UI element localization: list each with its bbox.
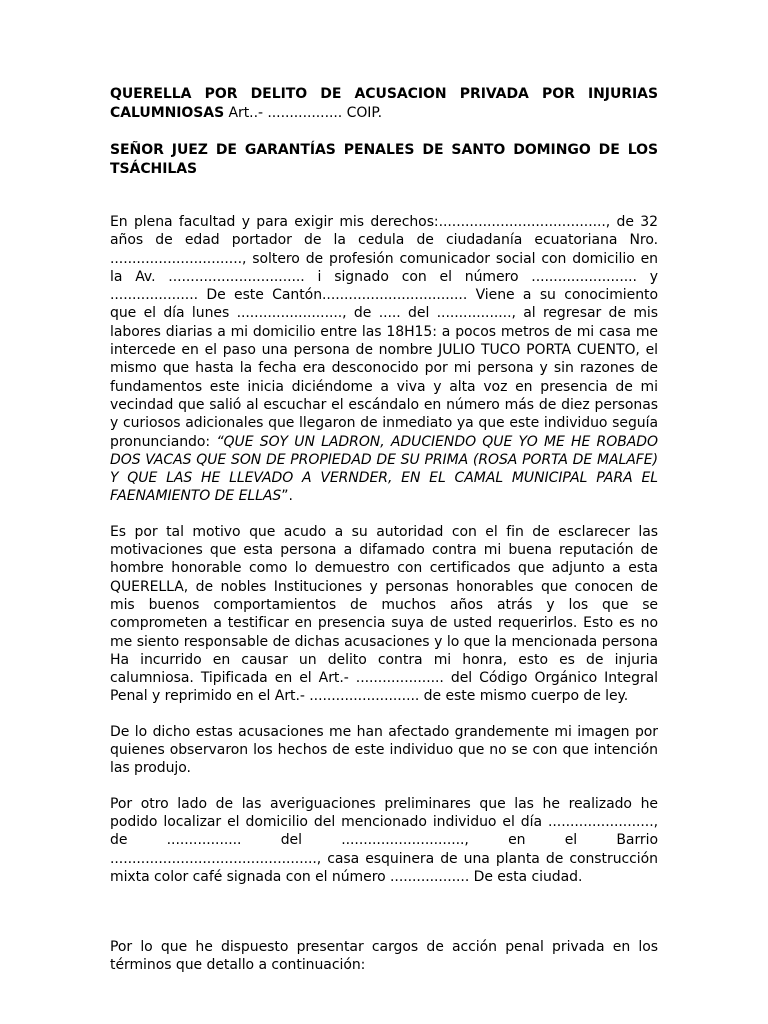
document-title bbox=[110, 85, 658, 123]
paragraph-facts-text: En plena facultad y para exigir mis derechos:......................................, de 32 años de edad portador de la cedula de ciudadanía ecuatoriana Nro. .............................., soltero de profesión comunicador social con domicilio en la Av. ............................... i signado con el número ........................ y .................... De este Cantón................................. Viene a su conocimiento que el día lunes ........................, de ..... del ................., al regresar de mis labores diarias a mi domicilio entre las 18H15: a pocos metros de mi casa me intercede en el paso una persona de nombre JULIO TUCO PORTA CUENTO, el mismo que hasta la fecha era desconocido por mi persona y sin razones de fundamentos este inicia diciéndome a viva y alta voz en presencia de mi vecindad que salió al escuchar el escándalo en número más de diez personas y curiosos adicionales que llegaron de inmediato ya que este individuo seguía pronunciando: bbox=[110, 214, 658, 450]
document-title-bold: QUERELLA POR DELITO DE ACUSACION PRIVADA POR INJURIAS CALUMNIOSAS bbox=[110, 86, 658, 121]
quoted-accusation: “QUE SOY UN LADRON, ADUCIENDO QUE YO ME HE ROBADO DOS VACAS QUE SON DE PROPIEDAD DE SU PRIMA (ROSA PORTA DE MALAFE) Y QUE LAS HE LLEVADO A VERNDER, EN EL CAMAL MUNICIPAL PARA EL FAENAMIENTO DE ELLAS bbox=[110, 433, 658, 505]
paragraph-investigation: Por otro lado de las averiguaciones preliminares que las he realizado he podido localizar el domicilio del mencionado individuo el día ........................, de ................. del ............................, en el Barrio ..............................................., casa esquinera de una planta de construcción mixta color café signada con el número .................. De esta ciudad. bbox=[110, 795, 658, 885]
document-title-article: Art..- ................. COIP. bbox=[224, 105, 382, 121]
paragraph-charges bbox=[110, 938, 658, 975]
paragraph-motive: Es por tal motivo que acudo a su autoridad con el fin de esclarecer las motivaciones que esta persona a difamado contra mi buena reputación de hombre honorable como lo demuestro con certificados que adjunto a esta QUERELLA, de nobles Instituciones y personas honorables que conocen de mis buenos comportamientos de muchos años atrás y los que se comprometen a testificar en presencia suya de usted requerirlos. Esto es no me siento responsable de dichas acusaciones y lo que la mencionada persona Ha incurrido en causar un delito contra mi honra, esto es de injuria calumniosa. Tipificada en el Art.- .................... del Código Orgánico Integral Penal y reprimido en el Art.- ......................... de este mismo cuerpo de ley. bbox=[110, 523, 658, 705]
paragraph-damage: De lo dicho estas acusaciones me han afectado grandemente mi imagen por quienes observaron los hechos de este individuo que no se con que intención las produjo. bbox=[110, 723, 658, 777]
quote-end: ”. bbox=[281, 488, 293, 505]
court-addressee bbox=[110, 141, 658, 179]
court-addressee-text: SEÑOR JUEZ DE GARANTÍAS PENALES DE SANTO DOMINGO DE LOS TSÁCHILAS bbox=[110, 142, 658, 177]
paragraph-charges-text: Por lo que he dispuesto presentar cargos de acción penal privada en los términos que detallo a continuación: bbox=[110, 939, 658, 974]
paragraph-facts bbox=[110, 213, 658, 506]
